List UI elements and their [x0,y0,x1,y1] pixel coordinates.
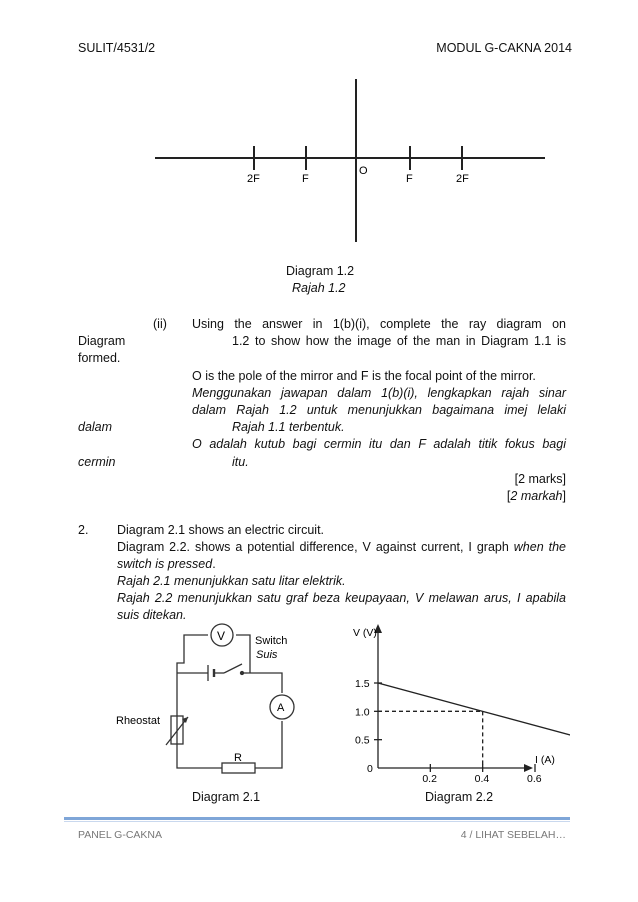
q2-number: 2. [78,523,89,537]
q2-line1: Diagram 2.1 shows an electric circuit. [117,523,325,537]
footer-right: 4 / LIHAT SEBELAH… [460,829,566,841]
footer-left: PANEL G-CAKNA [78,829,163,841]
q2-line3-text: switch is pressed [117,557,213,571]
label-f-right: F [406,173,413,185]
resistor-label: R [234,752,242,764]
q1-my-note1: O adalah kutub bagi cermin itu dan F adalah titik fokus bagi [192,437,566,451]
q2-line3-end: . [212,557,216,571]
label-f-left: F [302,173,309,185]
caption-rajah-1-2: Rajah 1.2 [292,281,346,295]
label-2f-right: 2F [456,173,469,185]
q1-my-line2: dalam Rajah 1.2 untuk menunjukkan bagaimana imej lelaki [192,403,566,417]
q1-marks: [2 marks] [514,472,566,486]
caption-diagram-2-1: Diagram 2.1 [192,790,261,804]
x-axis-arrow [524,764,533,772]
header-right: MODUL G-CAKNA 2014 [436,41,572,55]
y-tick-label: 1.5 [355,678,370,690]
q1-en-note: O is the pole of the mirror and F is the focal point of the mirror. [192,369,536,383]
x-tick-label: 0.2 [422,773,437,785]
q2-line4: Rajah 2.1 menunjukkan satu litar elektrik. [117,574,346,588]
q2-line2b: when the [513,540,566,554]
q2-line2a: Diagram 2.2. shows a potential difference, V against current, I graph [117,540,509,554]
q2-line3 [117,557,216,572]
ammeter-label: A [277,702,285,714]
wire-right-top [247,673,282,693]
y-axis-label: V (V) [353,627,377,639]
q2-line5: Rajah 2.2 menunjukkan satu graf beza keupayaan, V melawan arus, I apabila [117,591,566,605]
rheostat-label: Rheostat [116,715,161,727]
switch-label: Switch [255,635,288,647]
caption-diagram-2-2: Diagram 2.2 [425,790,494,804]
q1-my-left4: cermin [78,455,116,469]
voltmeter-label: V [217,629,226,643]
diagram-1-2 [150,76,550,246]
header-left: SULIT/4531/2 [78,41,156,55]
label-2f-left: 2F [247,173,260,185]
q2-line2 [117,540,566,555]
y-tick-label: 0.5 [355,734,370,747]
q1-en-line1: Using the answer in 1(b)(i), complete the ray diagram on [192,317,566,331]
diagram-2-1-circuit [110,618,310,783]
x-tick-label: 0.6 [527,773,542,785]
q1-en-left2: Diagram [78,334,126,348]
q1-en-left3: formed. [78,351,121,365]
q1-my-left3: dalam [78,420,113,434]
switch-label-my: Suis [256,649,278,661]
resistor-box [222,763,255,773]
wire-right-bottom [255,721,282,768]
footer-rule [64,817,570,820]
x-axis-label: I (A) [535,754,555,766]
origin-label: 0 [367,763,373,775]
y-tick-label: 1.0 [355,706,370,719]
caption-diagram-1-2: Diagram 1.2 [286,264,355,278]
q1-en-line2: 1.2 to show how the image of the man in Diagram 1.1 is [232,334,566,348]
q1-marks-my-text: 2 markah [510,489,563,503]
label-o: O [359,165,368,177]
q1-my-line1: Menggunakan jawapan dalam 1(b)(i), lengkapkan rajah sinar [192,386,566,400]
q1-number: (ii) [153,317,167,331]
q1-my-line3: Rajah 1.1 terbentuk. [232,420,345,434]
diagram-2-2-graph [345,620,570,785]
x-tick-label: 0.4 [474,773,490,785]
switch-arm [224,664,242,673]
q1-marks-my: [2 markah] [506,489,566,503]
footer-rule-thin [64,821,570,822]
q1-my-note2: itu. [232,455,249,469]
q2-line6: suis ditekan. [117,608,187,622]
